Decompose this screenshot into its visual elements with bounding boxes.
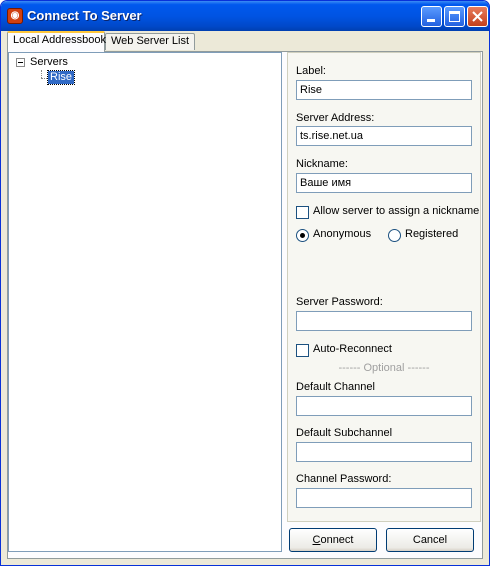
server-tree[interactable]	[8, 52, 282, 552]
optional-separator: ------ Optional ------	[338, 362, 430, 374]
connect-button[interactable]	[289, 528, 377, 552]
default-channel-label: Default Channel	[296, 381, 375, 393]
maximize-icon	[449, 11, 460, 22]
tree-item-servers[interactable]: Servers	[30, 56, 68, 68]
registered-label[interactable]: Registered	[405, 228, 459, 240]
server-details-panel	[287, 52, 481, 522]
app-icon: ◉	[7, 8, 23, 24]
title-bar[interactable]	[1, 1, 489, 31]
cancel-button[interactable]: Cancel	[386, 528, 474, 552]
default-subchannel-input[interactable]	[296, 442, 472, 462]
label-input[interactable]: Rise	[296, 80, 472, 100]
tab-web-server-list[interactable]: Web Server List	[105, 33, 195, 50]
connect-mnemonic: C	[312, 534, 321, 546]
close-button[interactable]	[467, 6, 488, 27]
server-address-label: Server Address:	[296, 112, 375, 124]
tab-page	[7, 51, 483, 559]
window-title: Connect To Server	[27, 8, 142, 23]
collapse-icon[interactable]	[16, 58, 25, 67]
auto-reconnect-checkbox[interactable]	[296, 344, 309, 357]
anonymous-radio[interactable]	[296, 229, 309, 242]
server-address-input[interactable]: ts.rise.net.ua	[296, 126, 472, 146]
nickname-label: Nickname:	[296, 158, 348, 170]
auto-reconnect-label[interactable]: Auto-Reconnect	[313, 343, 392, 355]
minimize-icon	[427, 19, 435, 22]
connect-button-label: onnect	[320, 534, 354, 546]
maximize-button[interactable]	[444, 6, 465, 27]
label-label: Label:	[296, 65, 326, 77]
tree-item-rise[interactable]: Rise	[50, 71, 73, 83]
tab-local-addressbook[interactable]: Local Addressbook	[7, 31, 105, 52]
default-channel-input[interactable]	[296, 396, 472, 416]
server-password-label: Server Password:	[296, 296, 383, 308]
registered-radio[interactable]	[388, 229, 401, 242]
server-password-input[interactable]	[296, 311, 472, 331]
channel-password-label: Channel Password:	[296, 473, 392, 485]
anonymous-label[interactable]: Anonymous	[313, 228, 372, 240]
tree-connector	[41, 70, 42, 78]
default-subchannel-label: Default Subchannel	[296, 427, 393, 439]
allow-nickname-checkbox[interactable]	[296, 206, 309, 219]
channel-password-input[interactable]	[296, 488, 472, 508]
minimize-button[interactable]	[421, 6, 442, 27]
close-icon	[472, 11, 483, 22]
nickname-input[interactable]: Ваше имя	[296, 173, 472, 193]
allow-nickname-label[interactable]: Allow server to assign a nickname	[313, 205, 480, 217]
